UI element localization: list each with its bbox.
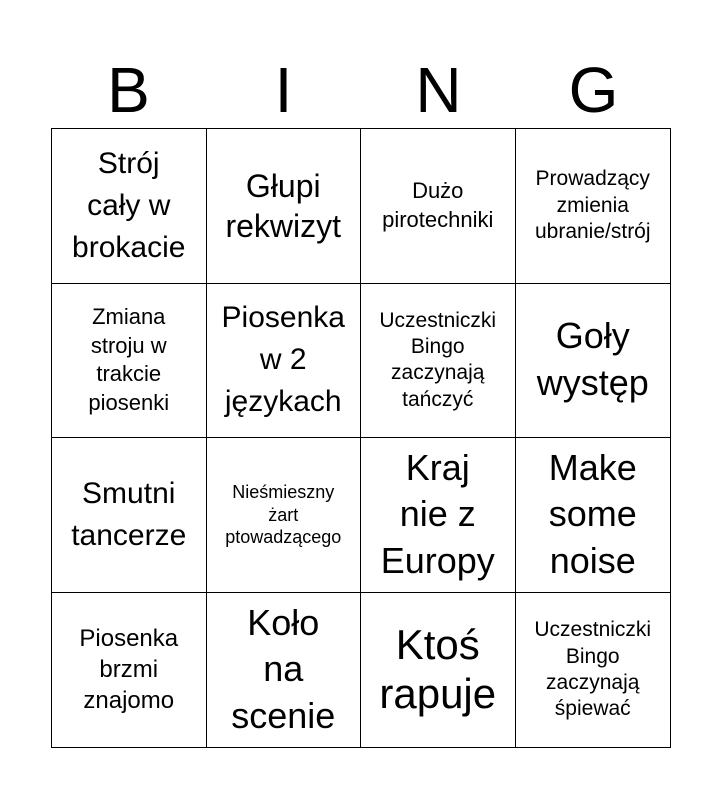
bingo-cell[interactable]: Ktoś rapuje (361, 593, 516, 748)
header-letter-i: I (274, 54, 293, 126)
bingo-header (51, 52, 671, 128)
bingo-cell[interactable]: Głupi rekwizyt (207, 129, 362, 284)
bingo-cell[interactable]: Uczestniczki Bingo zaczynają tańczyć (361, 284, 516, 439)
bingo-cell[interactable]: Make some noise (516, 438, 671, 593)
bingo-cell[interactable]: Dużo pirotechniki (361, 129, 516, 284)
bingo-cell[interactable]: Goły występ (516, 284, 671, 439)
header-letter-g: G (568, 54, 619, 126)
bingo-cell[interactable]: Koło na scenie (207, 593, 362, 748)
bingo-cell[interactable]: Piosenka w 2 językach (207, 284, 362, 439)
bingo-grid (51, 128, 671, 748)
bingo-cell[interactable]: Strój cały w brokacie (52, 129, 207, 284)
bingo-cell[interactable]: Prowadzący zmienia ubranie/strój (516, 129, 671, 284)
bingo-cell[interactable]: Piosenka brzmi znajomo (52, 593, 207, 748)
bingo-cell[interactable]: Nieśmieszny żart ptowadzącego (207, 438, 362, 593)
bingo-cell[interactable]: Zmiana stroju w trakcie piosenki (52, 284, 207, 439)
bingo-cell[interactable]: Smutni tancerze (52, 438, 207, 593)
header-letter-b: B (107, 54, 150, 126)
header-letter-n: N (415, 54, 462, 126)
bingo-cell[interactable]: Kraj nie z Europy (361, 438, 516, 593)
bingo-cell[interactable]: Uczestniczki Bingo zaczynają śpiewać (534, 618, 652, 720)
